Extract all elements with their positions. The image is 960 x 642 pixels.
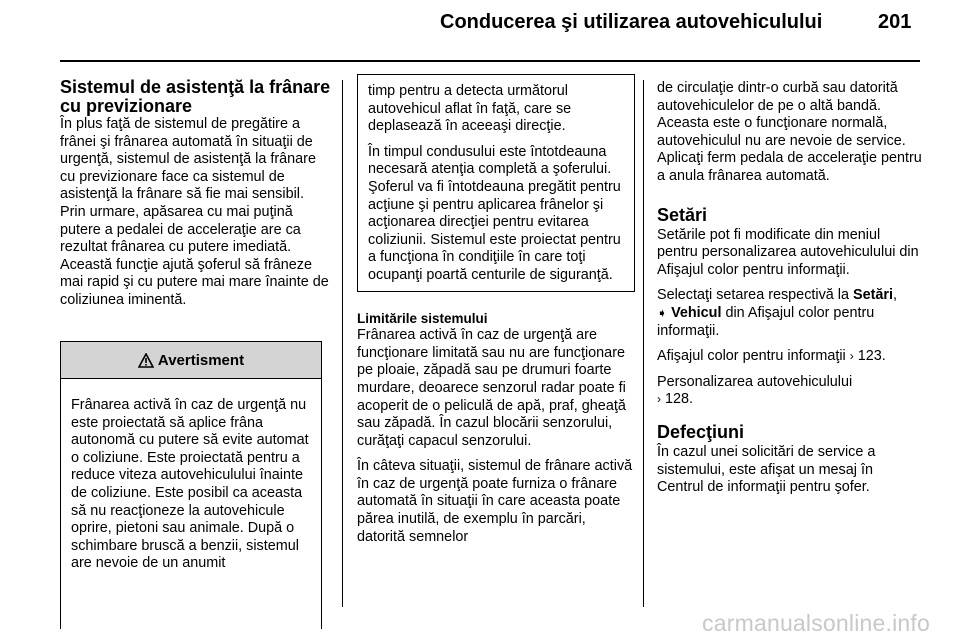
- section-heading: Defecţiuni: [657, 421, 745, 442]
- warning-triangle-icon: [138, 353, 154, 368]
- warning-box: [60, 341, 322, 629]
- paragraph: timp pentru a detecta următorul autovehicul aflat în faţă, care se deplasează în aceeaşi direcţie.: [368, 83, 572, 135]
- warning-header: [60, 341, 322, 379]
- text: Selectaţi setarea respectivă la: [657, 287, 853, 304]
- column-1: [60, 78, 332, 318]
- paragraph: În câteva situaţii, sistemul de frânare activă în caz de urgenţă poate furniza o frânare automată în situaţii în care aceasta poate părea inutilă, de exemplu în parcări, datorită semnelor: [357, 458, 633, 545]
- column-divider: [342, 80, 343, 607]
- section-heading: Sistemul de asistenţă la frânare cu previzionare: [60, 77, 331, 116]
- menu-arrow-icon: ➧: [657, 305, 668, 320]
- watermark: carmanualsonline.info: [702, 610, 930, 636]
- column-divider: [643, 80, 644, 607]
- page-ref-arrow-icon: ›: [849, 349, 854, 364]
- paragraph: de circulaţie dintr-o curbă sau datorită autovehiculelor de pe o altă bandă. Aceasta este o funcţionare normală, autovehiculul nu are nevoie de service. Aplicaţi ferm pedala de acceleraţie pentru a anula frânarea automată.: [657, 80, 922, 184]
- paragraph: [657, 374, 922, 409]
- warning-box-continued: [357, 74, 635, 292]
- column-3: [657, 80, 922, 505]
- page-ref-arrow-icon: ›: [657, 392, 661, 407]
- header-title: Conducerea şi utilizarea autovehiculului: [440, 11, 823, 33]
- paragraph: Setările pot fi modificate din meniul pentru personalizarea autovehiculului din Afişajul color pentru informaţii.: [657, 226, 919, 278]
- text: ,: [892, 287, 897, 304]
- paragraph: [657, 287, 922, 340]
- paragraph: În timpul condusului este întotdeauna necesară atenţia completă a şoferului. Şoferul va fi întotdeauna pregătit pentru acţiune şi pentru aplicarea frânelor şi acţionarea direcţiei pentru evitarea coliziunii. Sistemul este proiectat pentru a funcţiona în condiţiile în care toţi ocupanţi poartă centurile de siguranţă.: [368, 143, 621, 283]
- header-divider: [60, 60, 920, 62]
- paragraph: În plus faţă de sistemul de pregătire a frânei şi frânarea automată în situaţii de urgenţă, sistemul de asistenţă la frânare cu previzionare face ca sistemul de asistenţă la frânare să fie mai sensibil. Prin urmare, apăsarea cu mai puţină putere a pedalei de acceleraţie are ca rezultat frânarea cu putere imediată. Această funcţie ajută şoferul să frâneze mai rapid şi cu putere mai mare înainte de coliziunea iminentă.: [60, 116, 329, 308]
- menu-vehicul: Vehicul: [671, 304, 722, 321]
- warning-text: Frânarea activă în caz de urgenţă nu este proiectată să aplice frâna autonomă cu putere să evite automat o coliziune. Este proiectată pentru a reduce viteza autovehiculului înainte de coliziune. Este posibil ca aceasta să nu reacţioneze la autovehicule oprire, pietoni sau animale. După o schimbare bruscă a benzii, sistemul are nevoie de un anumit: [60, 379, 322, 629]
- page-ref-link[interactable]: 128.: [665, 391, 694, 408]
- text: Personalizarea autovehiculului: [657, 373, 853, 390]
- column-2: [357, 74, 635, 554]
- page-ref-link[interactable]: 123.: [857, 348, 886, 365]
- warning-title: Avertisment: [157, 351, 245, 369]
- paragraph: [657, 348, 922, 366]
- page-number: 201: [878, 11, 912, 33]
- text: din Afişajul color pentru informaţii.: [657, 304, 875, 339]
- text: Afişajul color pentru informaţii: [657, 348, 846, 365]
- menu-setari: Setări: [852, 287, 893, 304]
- paragraph: În cazul unei solicitări de service a sistemului, este afişat un mesaj în Centrul de informaţii pentru şofer.: [657, 443, 876, 496]
- section-heading: Setări: [657, 204, 708, 225]
- subsection-heading: Limitările sistemului: [357, 310, 488, 326]
- paragraph: Frânarea activă în caz de urgenţă are funcţionare limitată sau nu are funcţionare pe ploaie, zăpadă sau pe drumuri foarte murdare, deoarece senzorul radar poate fi acoperit de o peliculă de apă, praf, gheaţă sau zăpadă. În cazul blocării senzorului, curăţaţi capacul senzorului.: [357, 327, 626, 449]
